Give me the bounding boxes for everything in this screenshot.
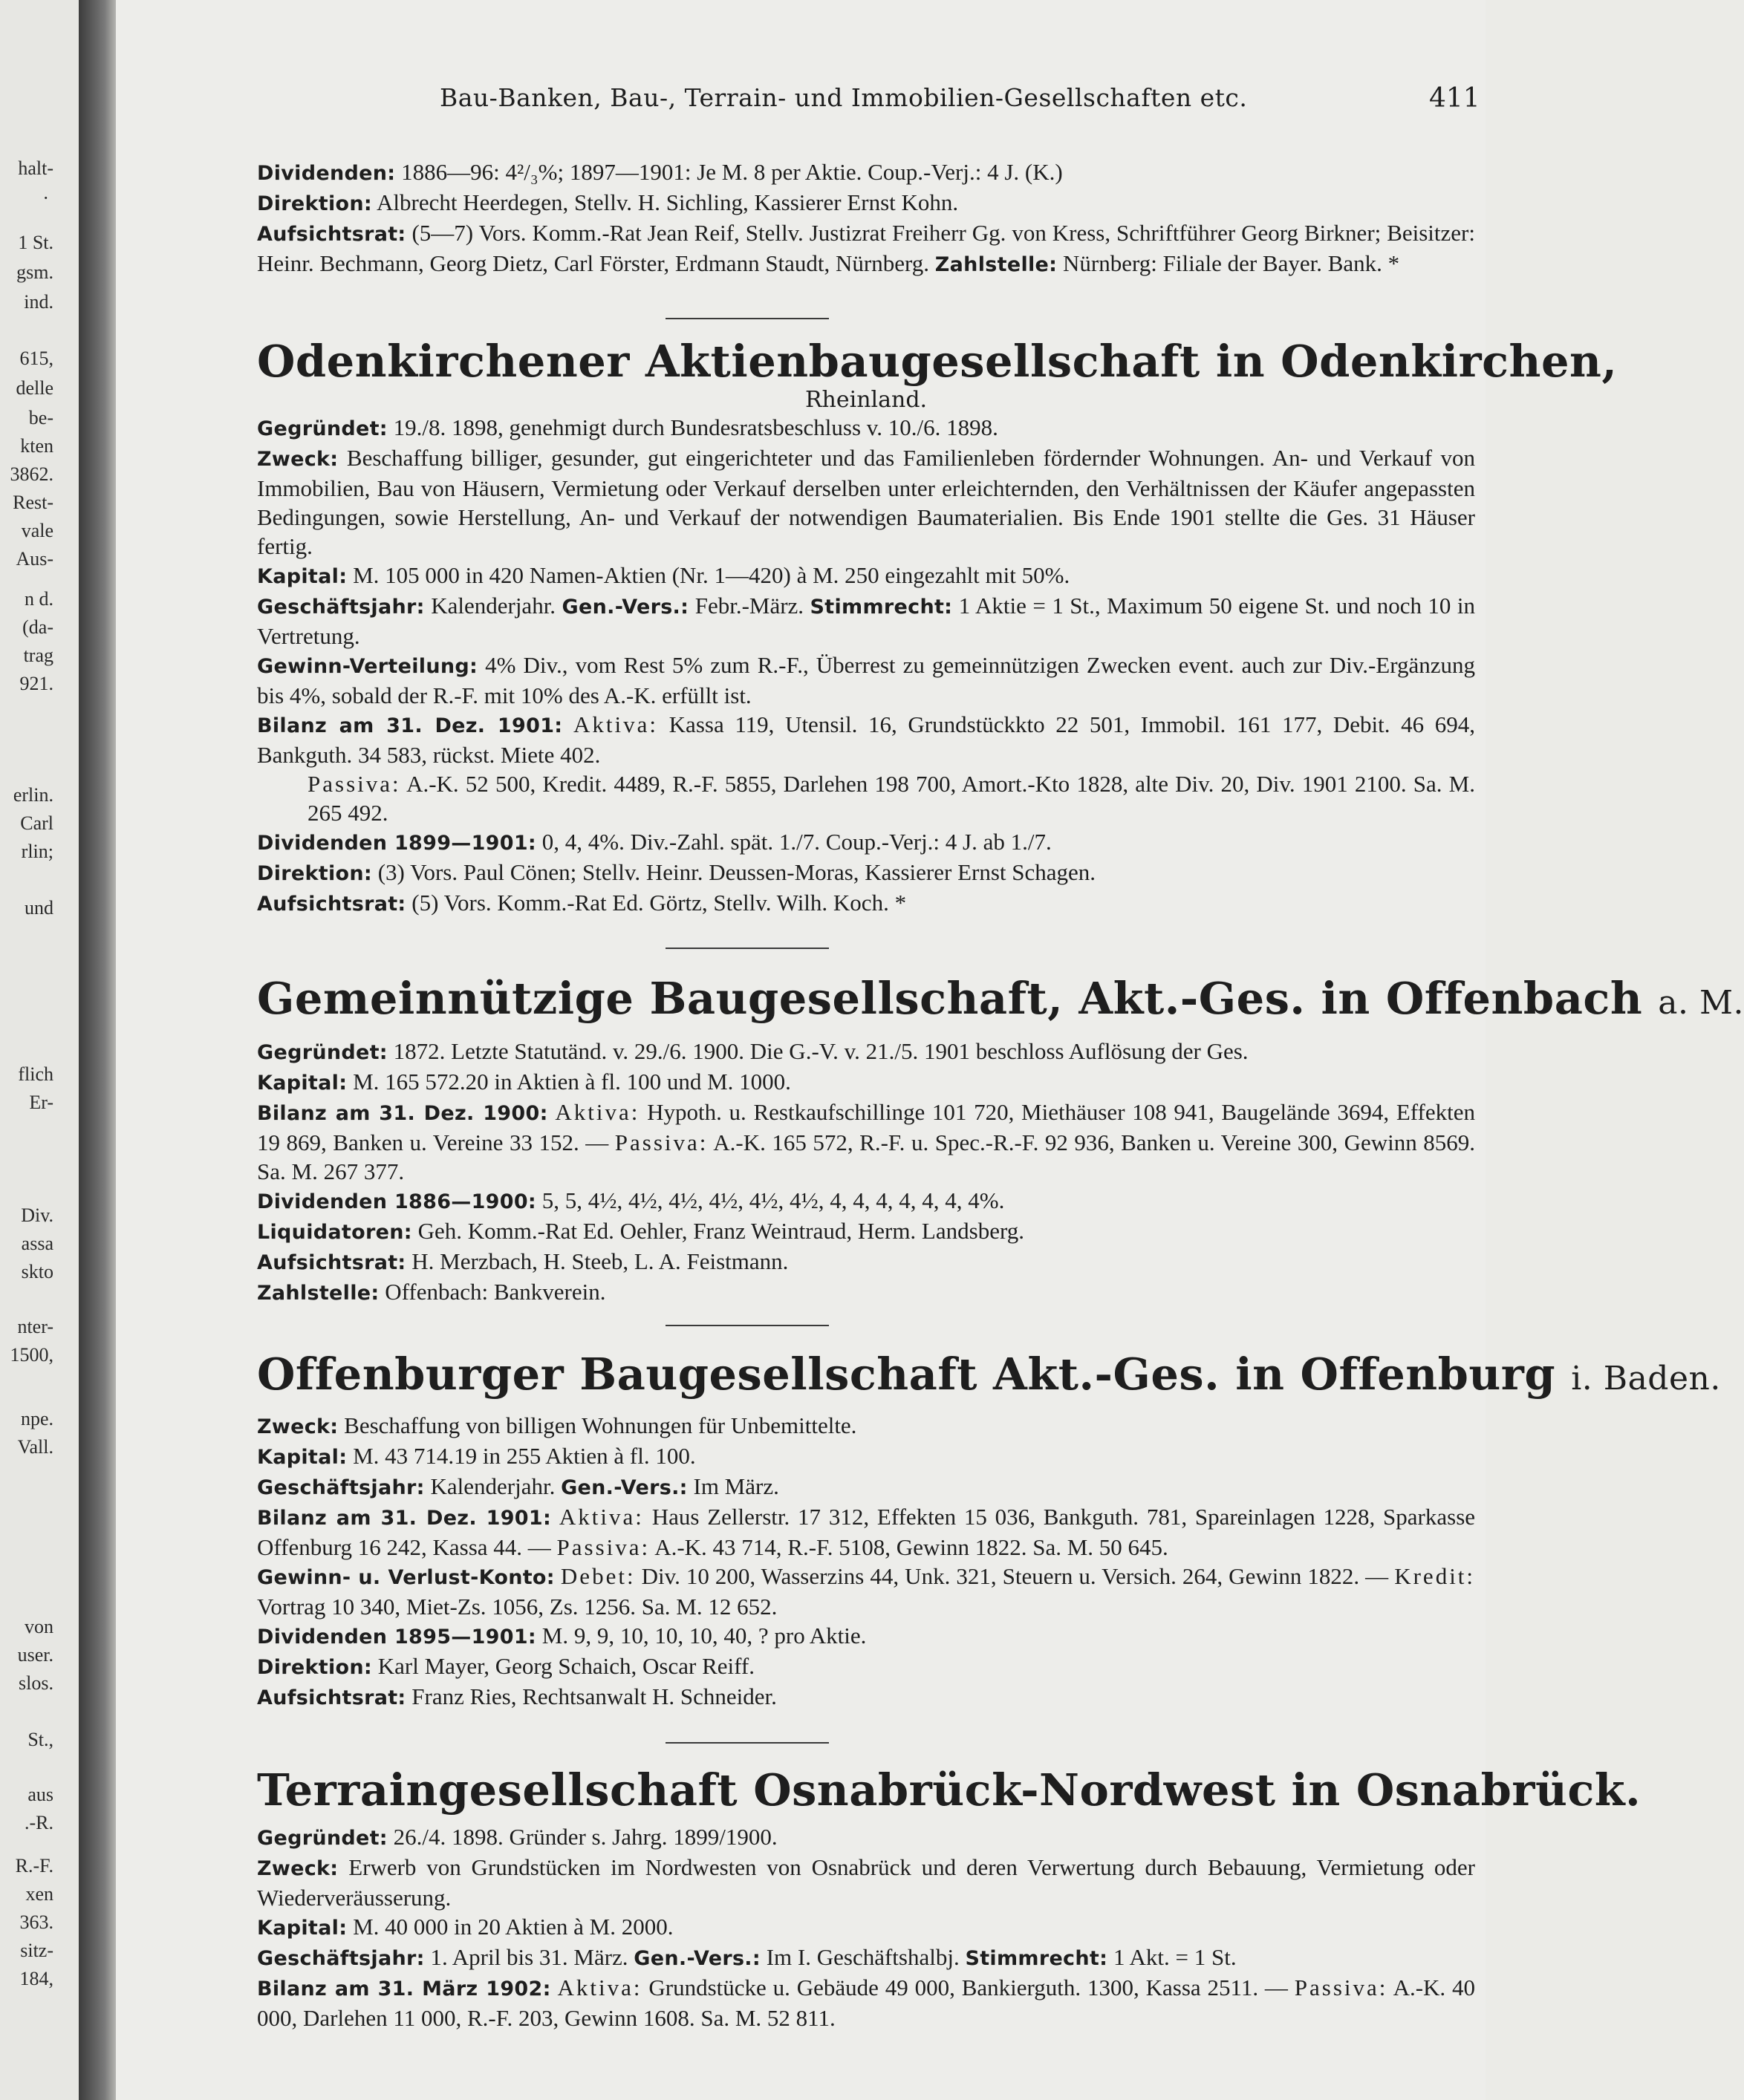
margin-fragment: vale: [21, 520, 53, 541]
field-text: Febr.-März.: [694, 593, 804, 619]
entry-line: [257, 1973, 1475, 2032]
margin-fragment: .-R.: [25, 1812, 53, 1833]
field-label: Gen.-Vers.:: [561, 1476, 688, 1499]
company-title: [257, 1349, 1721, 1405]
field-text: Grundstücke u. Gebäude 49 000, Bankierguth. 1300, Kassa 2511. —: [648, 1975, 1288, 2000]
field-label: Gen.-Vers.:: [634, 1947, 761, 1970]
field-text: Div. 10 200, Wasserzins 44, Unk. 321, Steuern u. Versich. 264, Gewinn 1822. —: [641, 1563, 1389, 1589]
book-gutter: [79, 0, 116, 2100]
entry-line: [257, 1682, 1475, 1712]
entry-line: [257, 443, 1475, 561]
field-label: Gewinn-Verteilung:: [257, 655, 478, 678]
field-sublabel: Debet:: [560, 1563, 636, 1589]
field-label: Aufsichtsrat:: [257, 1251, 406, 1274]
field-label: Direktion:: [257, 862, 372, 885]
margin-fragment: assa: [21, 1233, 53, 1254]
margin-fragment: delle: [16, 377, 53, 399]
margin-fragment: ind.: [24, 291, 53, 313]
entry-line: [257, 769, 1475, 827]
field-text: Im März.: [693, 1473, 779, 1499]
field-text: Geh. Komm.-Rat Ed. Oehler, Franz Weintraud, Herm. Landsberg.: [417, 1218, 1024, 1244]
company-title-suffix: i. Baden.: [1571, 1360, 1721, 1398]
field-sublabel: Kredit:: [1394, 1563, 1476, 1589]
entry-line: [257, 1247, 1475, 1277]
field-text: (5) Vors. Komm.-Rat Ed. Görtz, Stellv. Wilh. Koch. *: [411, 890, 907, 916]
entry-line: [257, 1853, 1475, 1912]
margin-fragment: halt-: [18, 157, 53, 179]
entry-line: [257, 157, 1475, 188]
field-text: 1 Aktie = 1 St., Maximum 50 eigene St. und noch 10 in Vertretung.: [257, 593, 1476, 649]
entry-line: [257, 1411, 1475, 1441]
margin-fragment: npe.: [20, 1408, 53, 1429]
entry-line: [257, 1441, 1475, 1472]
entry-line: [257, 1912, 1475, 1943]
field-label: Gewinn- u. Verlust-Konto:: [257, 1566, 555, 1589]
margin-fragment: Carl: [20, 812, 53, 834]
field-label: Zahlstelle:: [257, 1282, 380, 1305]
margin-fragment: slos.: [19, 1672, 53, 1694]
margin-fragment: 1500,: [10, 1344, 53, 1366]
field-label: Zahlstelle:: [934, 253, 1058, 276]
section-divider: [666, 1325, 829, 1326]
field-text: Beschaffung von billigen Wohnungen für Unbemittelte.: [344, 1412, 857, 1438]
entry-continuation: [257, 157, 1475, 279]
field-text: 1872. Letzte Statutänd. v. 29./6. 1900. Die G.-V. v. 21./5. 1901 beschloss Auflösung der Ges.: [393, 1038, 1249, 1064]
margin-fragment: gsm.: [16, 261, 53, 283]
field-text: Im I. Geschäftshalbj.: [766, 1944, 960, 1970]
field-label: Bilanz am 31. Dez. 1901:: [257, 714, 563, 737]
margin-fragment: 615,: [19, 348, 53, 369]
field-text: (5—7) Vors. Komm.-Rat Jean Reif, Stellv. Justizrat Freiherr Gg. von Kress, Schriftführer Georg Birkner; Beisitzer: Heinr. Bechmann, Georg Dietz, Carl Förster, Erdmann Staudt, Nürnberg.: [257, 220, 1475, 276]
field-label: Bilanz am 31. März 1902:: [257, 1977, 551, 2000]
field-sublabel: Passiva:: [556, 1534, 651, 1560]
entry-line: [257, 858, 1475, 888]
entry-line: [257, 1098, 1475, 1186]
field-label: Gegründet:: [257, 417, 388, 440]
margin-fragment: 363.: [19, 1911, 53, 1933]
field-sublabel: Passiva:: [308, 771, 401, 797]
field-label: Kapital:: [257, 1917, 348, 1940]
entry-line: [257, 1822, 1475, 1853]
company-title: [257, 336, 1618, 388]
company-entry: [257, 336, 1618, 919]
entry-line: [257, 1216, 1475, 1247]
margin-fragment: Vall.: [17, 1436, 53, 1458]
field-text: Kalenderjahr.: [430, 1473, 556, 1499]
entry-line: [257, 1277, 1475, 1308]
margin-fragment: (da-: [22, 616, 53, 638]
company-entry: [257, 1349, 1721, 1712]
book-page: [116, 0, 1744, 2100]
margin-fragment: Rest-: [13, 492, 53, 513]
margin-fragment: ·: [42, 187, 49, 209]
field-label: Dividenden 1895—1901:: [257, 1625, 537, 1649]
entry-line: [257, 1651, 1475, 1682]
company-title: [257, 973, 1744, 1029]
field-text: Kassa 119, Utensil. 16, Grundstückkto 22 501, Immobil. 161 177, Debit. 46 694, Bankguth. 34 583, rückst. Miete 402.: [257, 711, 1476, 768]
field-text: Nürnberg: Filiale der Bayer. Bank. *: [1063, 250, 1400, 276]
field-label: Stimmrecht:: [810, 596, 953, 619]
page-number: 411: [1429, 83, 1480, 114]
field-label: Kapital:: [257, 565, 348, 588]
field-label: Dividenden:: [257, 162, 396, 185]
margin-fragment: flich: [18, 1063, 53, 1085]
field-label: Dividenden 1886—1900:: [257, 1190, 537, 1213]
section-divider: [666, 1742, 829, 1744]
margin-fragment: aus: [27, 1784, 53, 1805]
field-text: (3) Vors. Paul Cönen; Stellv. Heinr. Deussen-Moras, Kassierer Ernst Schagen.: [377, 859, 1096, 885]
field-label: Dividenden 1899—1901:: [257, 832, 537, 855]
field-text: Karl Mayer, Georg Schaich, Oscar Reiff.: [377, 1653, 755, 1679]
margin-fragment: erlin.: [13, 784, 53, 806]
field-text: M. 9, 9, 10, 10, 10, 40, ? pro Aktie.: [541, 1623, 867, 1649]
field-sublabel: Passiva:: [614, 1129, 709, 1155]
field-text: Haus Zellerstr. 17 312, Effekten 15 036, Bankguth. 781, Spareinlagen 1228, Sparkasse Offenburg 16 242, Kassa 44. —: [257, 1504, 1476, 1560]
field-text: M. 43 714.19 in 255 Aktien à fl. 100.: [353, 1443, 696, 1469]
field-sublabel: Aktiva:: [557, 1975, 642, 2000]
field-text: Hypoth. u. Restkaufschillinge 101 720, Miethäuser 108 941, Baugelände 3694, Effekten 19 869, Banken u. Vereine 33 152. —: [257, 1099, 1475, 1155]
entry-line: [257, 591, 1475, 650]
field-text: Beschaffung billiger, gesunder, gut eingerichteter und das Familienleben fördernder Wohnungen. An- und Verkauf von Immobilien, Bau von Häusern, Vermietung oder Verkauf derselben unter erleichternden, den Verhältnissen der Käufer angepassten Bedingungen, sowie Herstellung, An- und Verkauf der notwendigen Baumaterialien. Bis Ende 1901 stellte die Ges. 31 Häuser fertig.: [257, 445, 1476, 559]
field-label: Geschäftsjahr:: [257, 1476, 425, 1499]
company-title: [257, 1764, 1641, 1816]
field-label: Aufsichtsrat:: [257, 1686, 406, 1709]
entry-line: [257, 827, 1475, 858]
entry-line: [257, 218, 1475, 279]
company-title-text: Odenkirchener Aktienbaugesellschaft in Odenkirchen,: [257, 336, 1618, 387]
margin-fragment: sitz-: [20, 1940, 53, 1961]
margin-fragment: 3862.: [10, 463, 53, 485]
entry-line: [257, 561, 1475, 591]
field-text: A.-K. 165 572, R.-F. u. Spec.-R.-F. 92 936, Banken u. Vereine 300, Gewinn 8569. Sa. M. 267 377.: [257, 1129, 1475, 1184]
field-text: M. 105 000 in 420 Namen-Aktien (Nr. 1—420) à M. 250 eingezahlt mit 50%.: [353, 562, 1070, 588]
margin-fragment: rlin;: [21, 841, 53, 862]
company-entry: [257, 973, 1744, 1308]
margin-fragment: 921.: [19, 673, 53, 694]
company-title-suffix: a. M.: [1658, 984, 1744, 1022]
company-subtitle: Rheinland.: [804, 387, 928, 413]
running-head: Bau-Banken, Bau-, Terrain- und Immobilien-Gesellschaften etc.: [440, 83, 1248, 112]
margin-fragment: Div.: [21, 1204, 53, 1226]
margin-fragment: 184,: [19, 1968, 53, 1989]
field-text: 4% Div., vom Rest 5% zum R.-F., Überrest zu gemeinnützigen Zwecken event. auch zur Div.-Ergänzung bis 4%, sobald der R.-F. mit 10% des A.-K. erfüllt ist.: [257, 652, 1476, 708]
entry-line: [257, 1037, 1475, 1067]
field-label: Gegründet:: [257, 1827, 388, 1850]
field-text: 0, 4, 4%. Div.-Zahl. spät. 1./7. Coup.-Verj.: 4 J. ab 1./7.: [541, 829, 1052, 855]
field-label: Gegründet:: [257, 1041, 388, 1064]
margin-fragment: St.,: [27, 1729, 53, 1750]
field-text: Kalenderjahr.: [431, 593, 556, 619]
margin-fragment: skto: [21, 1261, 53, 1282]
field-text: A.-K. 43 714, R.-F. 5108, Gewinn 1822. Sa. M. 50 645.: [654, 1534, 1168, 1560]
company-title-text: Gemeinnützige Baugesellschaft, Akt.-Ges. in Offenbach: [257, 973, 1643, 1024]
margin-fragment: R.-F.: [15, 1855, 53, 1876]
entry-line: [257, 1621, 1475, 1651]
entry-line: [257, 710, 1475, 769]
field-label: Direktion:: [257, 192, 372, 215]
field-label: Zweck:: [257, 1415, 339, 1438]
adjacent-page-margin: [0, 0, 79, 2100]
entry-line: [257, 1502, 1475, 1562]
field-label: Gen.-Vers.:: [562, 596, 689, 619]
field-label: Zweck:: [257, 448, 339, 471]
margin-fragment: 1 St.: [18, 232, 53, 253]
field-text: M. 40 000 in 20 Aktien à M. 2000.: [353, 1914, 674, 1940]
field-sublabel: Aktiva:: [559, 1504, 644, 1530]
field-label: Bilanz am 31. Dez. 1900:: [257, 1102, 548, 1125]
field-label: Zweck:: [257, 1857, 339, 1880]
field-sublabel: Aktiva:: [573, 711, 659, 737]
field-label: Kapital:: [257, 1072, 348, 1095]
field-label: Stimmrecht:: [965, 1947, 1108, 1970]
entry-line: [257, 188, 1475, 218]
field-text: 19./8. 1898, genehmigt durch Bundesratsbeschluss v. 10./6. 1898.: [393, 414, 998, 440]
field-label: Geschäftsjahr:: [257, 1947, 425, 1970]
field-sublabel: Aktiva:: [555, 1099, 640, 1125]
entry-line: [257, 1067, 1475, 1098]
field-label: Aufsichtsrat:: [257, 893, 406, 916]
field-text: 26./4. 1898. Gründer s. Jahrg. 1899/1900.: [393, 1824, 778, 1850]
field-text: 1. April bis 31. März.: [430, 1944, 628, 1970]
margin-fragment: von: [25, 1616, 53, 1637]
section-divider: [666, 318, 829, 319]
field-label: Liquidatoren:: [257, 1221, 412, 1244]
field-text: Franz Ries, Rechtsanwalt H. Schneider.: [411, 1683, 777, 1709]
margin-fragment: xen: [25, 1883, 53, 1905]
field-text: Erwerb von Grundstücken im Nordwesten von Osnabrück und deren Verwertung durch Bebauung, Vermietung oder Wiederveräusserung.: [257, 1854, 1476, 1911]
section-divider: [666, 948, 829, 949]
field-label: Aufsichtsrat:: [257, 223, 406, 246]
company-title-text: Terraingesellschaft Osnabrück-Nordwest in Osnabrück.: [257, 1764, 1641, 1816]
entry-line: [257, 650, 1475, 710]
entry-line: [257, 1472, 1475, 1502]
field-text: 1 Akt. = 1 St.: [1113, 1944, 1237, 1970]
field-label: Kapital:: [257, 1446, 348, 1469]
margin-fragment: nter-: [17, 1316, 53, 1337]
entry-line: [257, 1186, 1475, 1216]
field-sublabel: Passiva:: [1294, 1975, 1388, 2000]
field-text: Albrecht Heerdegen, Stellv. H. Sichling, Kassierer Ernst Kohn.: [377, 189, 959, 215]
field-text: 5, 5, 4½, 4½, 4½, 4½, 4½, 4½, 4, 4, 4, 4, 4, 4, 4%.: [541, 1187, 1005, 1213]
margin-fragment: Aus-: [16, 548, 53, 570]
margin-fragment: Er-: [29, 1092, 53, 1113]
field-text: A.-K. 52 500, Kredit. 4489, R.-F. 5855, Darlehen 198 700, Amort.-Kto 1828, alte Div. 20, Div. 1901 2100. Sa. M. 265 492.: [308, 771, 1475, 826]
field-label: Direktion:: [257, 1656, 372, 1679]
entry-line: [257, 1562, 1475, 1621]
entry-line: [257, 888, 1475, 919]
margin-fragment: be-: [28, 407, 53, 428]
company-title-text: Offenburger Baugesellschaft Akt.-Ges. in Offenburg: [257, 1349, 1556, 1400]
margin-fragment: user.: [17, 1644, 53, 1666]
margin-fragment: und: [25, 897, 53, 919]
margin-fragment: n d.: [25, 588, 53, 610]
entry-line: [257, 1943, 1475, 1973]
field-text: M. 165 572.20 in Aktien à fl. 100 und M. 1000.: [353, 1069, 791, 1095]
field-label: Bilanz am 31. Dez. 1901:: [257, 1507, 552, 1530]
field-text: Offenbach: Bankverein.: [385, 1279, 606, 1305]
company-entry: [257, 1764, 1641, 2032]
field-text: H. Merzbach, H. Steeb, L. A. Feistmann.: [411, 1248, 789, 1274]
field-text: Vortrag 10 340, Miet-Zs. 1056, Zs. 1256. Sa. M. 12 652.: [257, 1594, 778, 1620]
field-label: Geschäftsjahr:: [257, 596, 425, 619]
margin-fragment: trag: [23, 645, 53, 666]
entry-line: [257, 413, 1475, 443]
field-text: 1886—96: 4²/₃%; 1897—1901: Je M. 8 per Aktie. Coup.-Verj.: 4 J. (K.): [401, 159, 1063, 185]
margin-fragment: kten: [20, 435, 53, 457]
field-text: A.-K. 40 000, Darlehen 11 000, R.-F. 203, Gewinn 1608. Sa. M. 52 811.: [257, 1975, 1476, 2031]
